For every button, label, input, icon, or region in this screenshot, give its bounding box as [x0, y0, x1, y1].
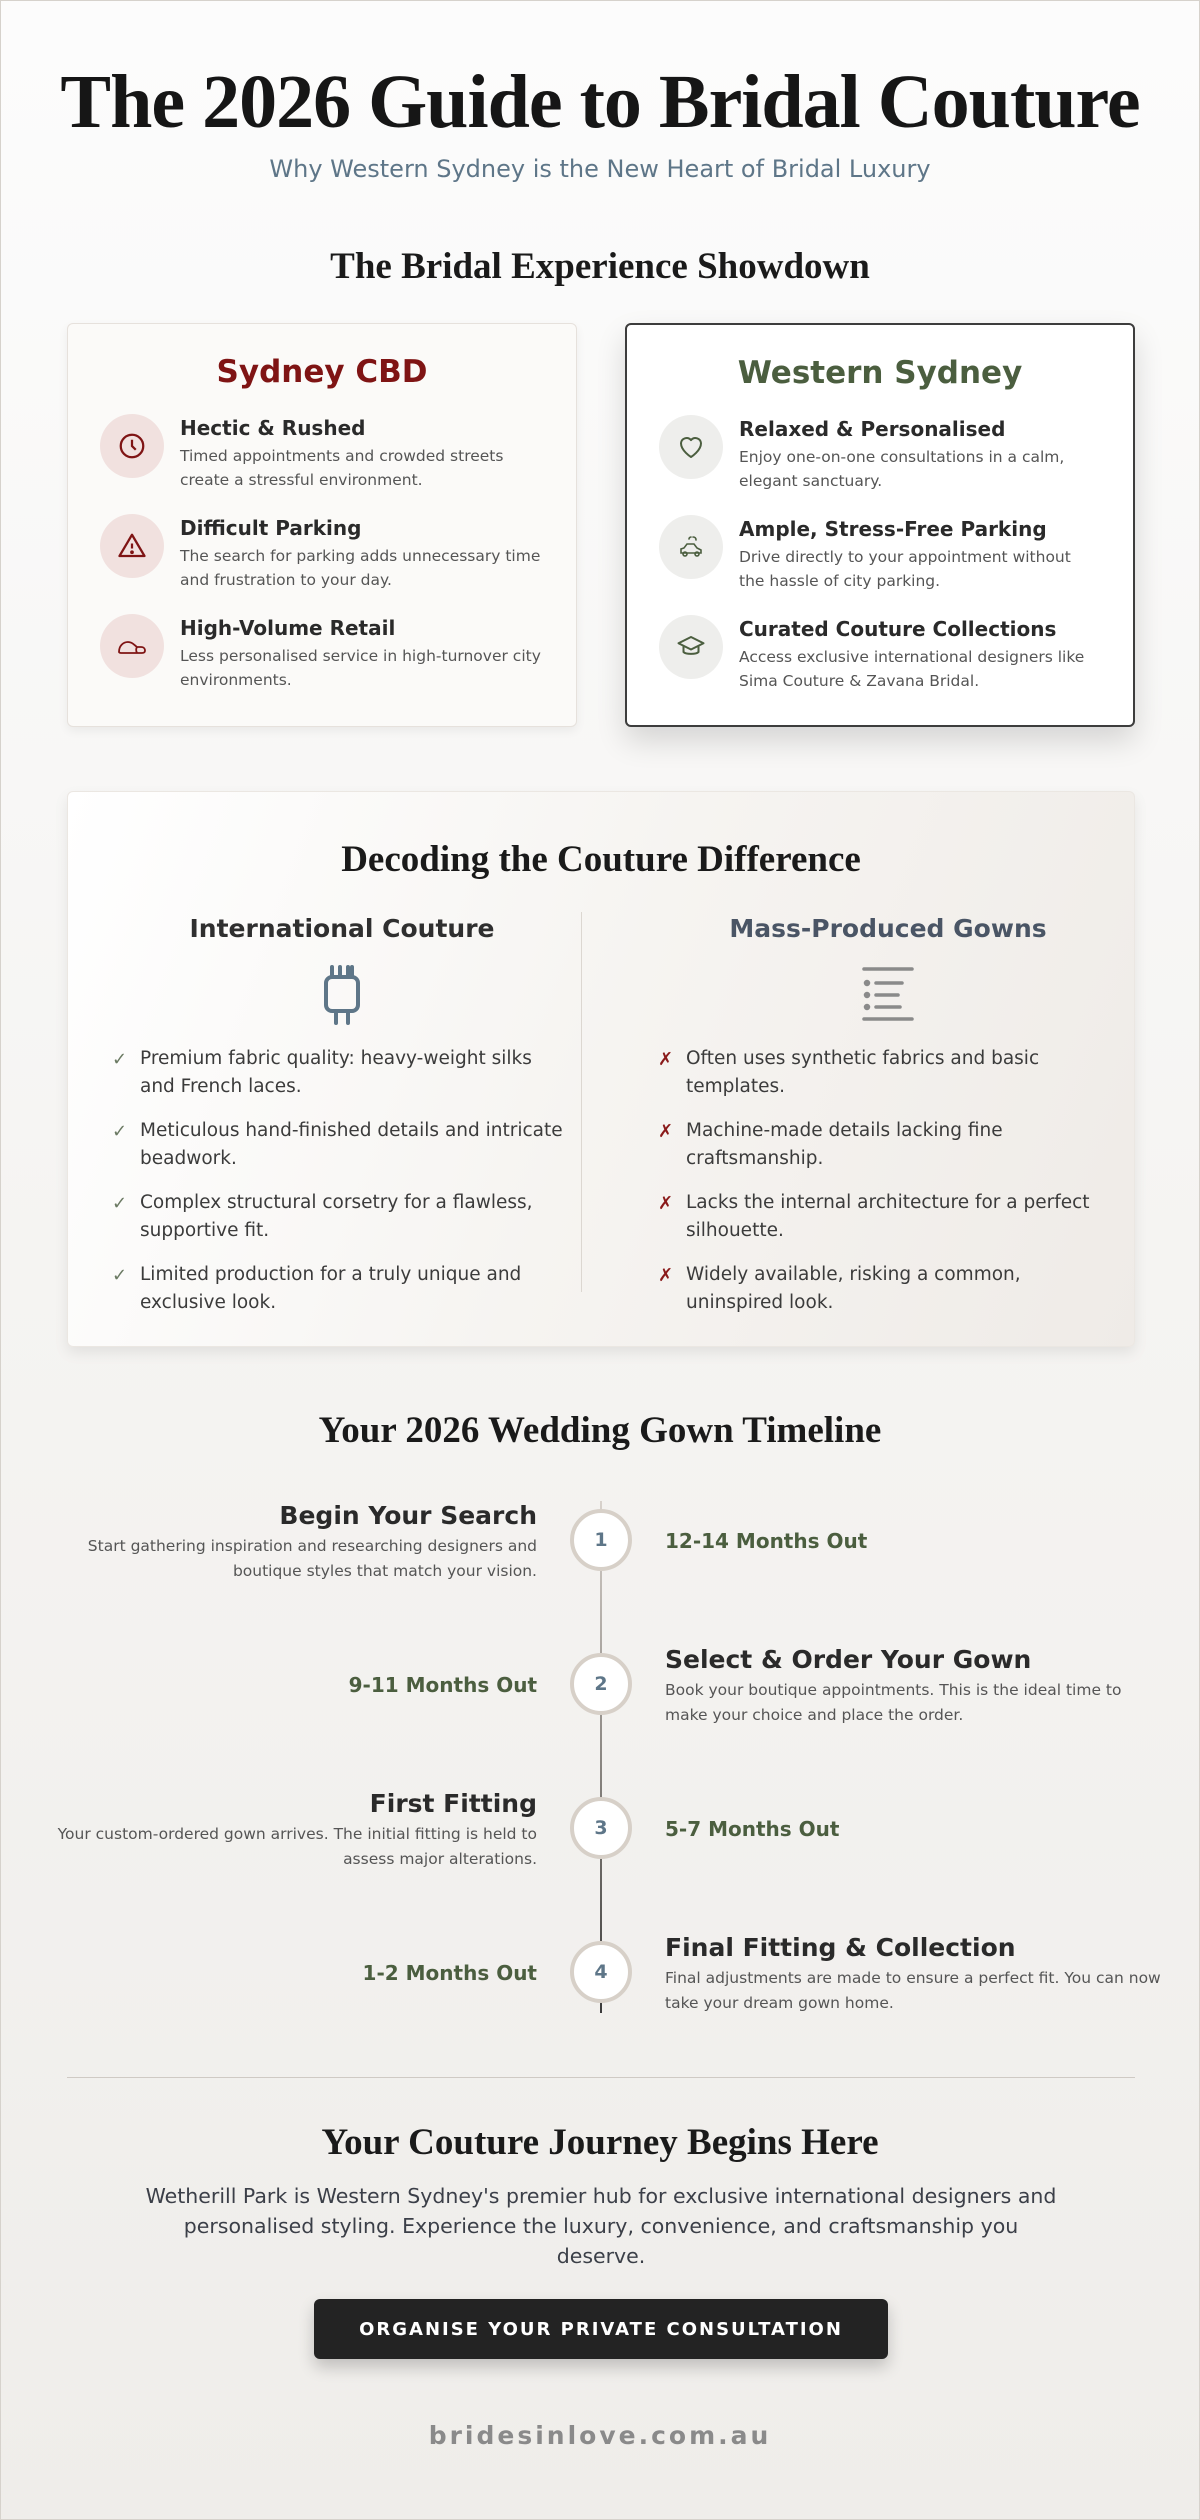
- mass-item: ✗ Often uses synthetic fabrics and basic templates.: [658, 1045, 1118, 1101]
- timeline-title: Your 2026 Wedding Gown Timeline: [318, 1410, 882, 1451]
- check-icon: ✓: [112, 1265, 128, 1286]
- step-desc: Start gathering inspiration and researching designers and boutique styles that match your vision.: [87, 1537, 537, 1580]
- cbd-feature-hectic: [100, 414, 544, 489]
- step-title: Select & Order Your Gown: [665, 1645, 1032, 1674]
- check-icon: ✓: [112, 1049, 128, 1070]
- step-number-1: 1: [570, 1509, 632, 1571]
- step-desc: Your custom-ordered gown arrives. The initial fitting is held to assess major alterations.: [57, 1825, 537, 1868]
- cross-icon: ✗: [658, 1049, 674, 1070]
- step-time-1: 12-14 Months Out: [665, 1529, 868, 1553]
- feature-desc: Drive directly to your appointment without the hassle of city parking.: [739, 548, 1071, 590]
- decoding-title: Decoding the Couture Difference: [341, 839, 861, 880]
- section-divider: [67, 2077, 1135, 2078]
- timeline-step-1: [37, 1501, 537, 1584]
- graduation-cap-icon: [659, 615, 723, 679]
- couture-item: ✓ Limited production for a truly unique and exclusive look.: [112, 1261, 572, 1317]
- feature-title: Hectic & Rushed: [180, 416, 366, 440]
- feature-title: Curated Couture Collections: [739, 617, 1057, 641]
- couture-item: ✓ Meticulous hand-finished details and intricate beadwork.: [112, 1117, 572, 1173]
- timeline-step-2: [665, 1645, 1165, 1728]
- cross-icon: ✗: [658, 1121, 674, 1142]
- sydney-cbd-card: [67, 323, 577, 727]
- couture-difference-panel: [67, 791, 1135, 1347]
- ws-feature-collections: [659, 615, 1101, 690]
- western-sydney-card: [625, 323, 1135, 727]
- step-desc: Final adjustments are made to ensure a perfect fit. You can now take your dream gown home.: [665, 1969, 1161, 2012]
- feature-desc: Enjoy one-on-one consultations in a calm, elegant sanctuary.: [739, 448, 1065, 490]
- footer-site-link[interactable]: bridesinlove.com.au: [428, 2421, 772, 2450]
- feature-desc: The search for parking adds unnecessary time and frustration to your day.: [180, 547, 541, 589]
- check-icon: ✓: [112, 1121, 128, 1142]
- cross-icon: ✗: [658, 1193, 674, 1214]
- step-number-2: 2: [570, 1653, 632, 1715]
- step-time-2: 9-11 Months Out: [348, 1673, 537, 1697]
- step-number-4: 4: [570, 1941, 632, 2003]
- ws-feature-relaxed: [659, 415, 1101, 490]
- dress-form-icon: [112, 963, 572, 1027]
- mass-item: ✗ Machine-made details lacking fine craftsmanship.: [658, 1117, 1118, 1173]
- mass-produced-title: Mass-Produced Gowns: [729, 914, 1047, 943]
- step-title: Final Fitting & Collection: [665, 1933, 1016, 1962]
- feature-desc: Timed appointments and crowded streets create a stressful environment.: [180, 447, 504, 489]
- cbd-feature-parking: [100, 514, 544, 589]
- feature-desc: Access exclusive international designers like Sima Couture & Zavana Bridal.: [739, 648, 1085, 690]
- feature-title: Relaxed & Personalised: [739, 417, 1006, 441]
- cta-text: Wetherill Park is Western Sydney's premier hub for exclusive international designers and personalised styling. Experience the luxury, convenience, and craftsmanship you deserve.: [145, 2184, 1057, 2268]
- page-subtitle: Why Western Sydney is the New Heart of Bridal Luxury: [269, 155, 931, 183]
- cross-icon: ✗: [658, 1265, 674, 1286]
- column-divider: [581, 912, 582, 1292]
- mass-item: ✗ Widely available, risking a common, uninspired look.: [658, 1261, 1118, 1317]
- showdown-title: The Bridal Experience Showdown: [330, 246, 870, 287]
- feature-title: High-Volume Retail: [180, 616, 396, 640]
- car-icon: [659, 515, 723, 579]
- step-desc: Book your boutique appointments. This is the ideal time to make your choice and place the order.: [665, 1681, 1122, 1724]
- step-number-3: 3: [570, 1797, 632, 1859]
- couture-title: International Couture: [189, 914, 495, 943]
- cbd-feature-retail: [100, 614, 544, 689]
- mass-produced-column: [658, 914, 1118, 1333]
- consultation-button[interactable]: ORGANISE YOUR PRIVATE CONSULTATION: [314, 2299, 888, 2359]
- western-sydney-title: Western Sydney: [737, 355, 1023, 391]
- feature-desc: Less personalised service in high-turnover city environments.: [180, 647, 541, 689]
- shoe-icon: [100, 614, 164, 678]
- step-time-4: 1-2 Months Out: [362, 1961, 537, 1985]
- heart-icon: [659, 415, 723, 479]
- international-couture-column: [112, 914, 572, 1333]
- feature-title: Ample, Stress-Free Parking: [739, 517, 1047, 541]
- warning-icon: [100, 514, 164, 578]
- timeline-step-3: [37, 1789, 537, 1872]
- step-title: First Fitting: [369, 1789, 537, 1818]
- cta-title: Your Couture Journey Begins Here: [321, 2122, 879, 2163]
- timeline-step-4: [665, 1933, 1165, 2016]
- ws-feature-parking: [659, 515, 1101, 590]
- list-icon: [658, 963, 1118, 1027]
- step-time-3: 5-7 Months Out: [665, 1817, 840, 1841]
- mass-item: ✗ Lacks the internal architecture for a perfect silhouette.: [658, 1189, 1118, 1245]
- step-title: Begin Your Search: [279, 1501, 537, 1530]
- page-title: The 2026 Guide to Bridal Couture: [60, 60, 1140, 144]
- feature-title: Difficult Parking: [180, 516, 362, 540]
- couture-item: ✓ Premium fabric quality: heavy-weight silks and French laces.: [112, 1045, 572, 1101]
- timeline-line: [600, 1501, 602, 2013]
- check-icon: ✓: [112, 1193, 128, 1214]
- sydney-cbd-title: Sydney CBD: [216, 354, 428, 390]
- clock-icon: [100, 414, 164, 478]
- couture-item: ✓ Complex structural corsetry for a flawless, supportive fit.: [112, 1189, 572, 1245]
